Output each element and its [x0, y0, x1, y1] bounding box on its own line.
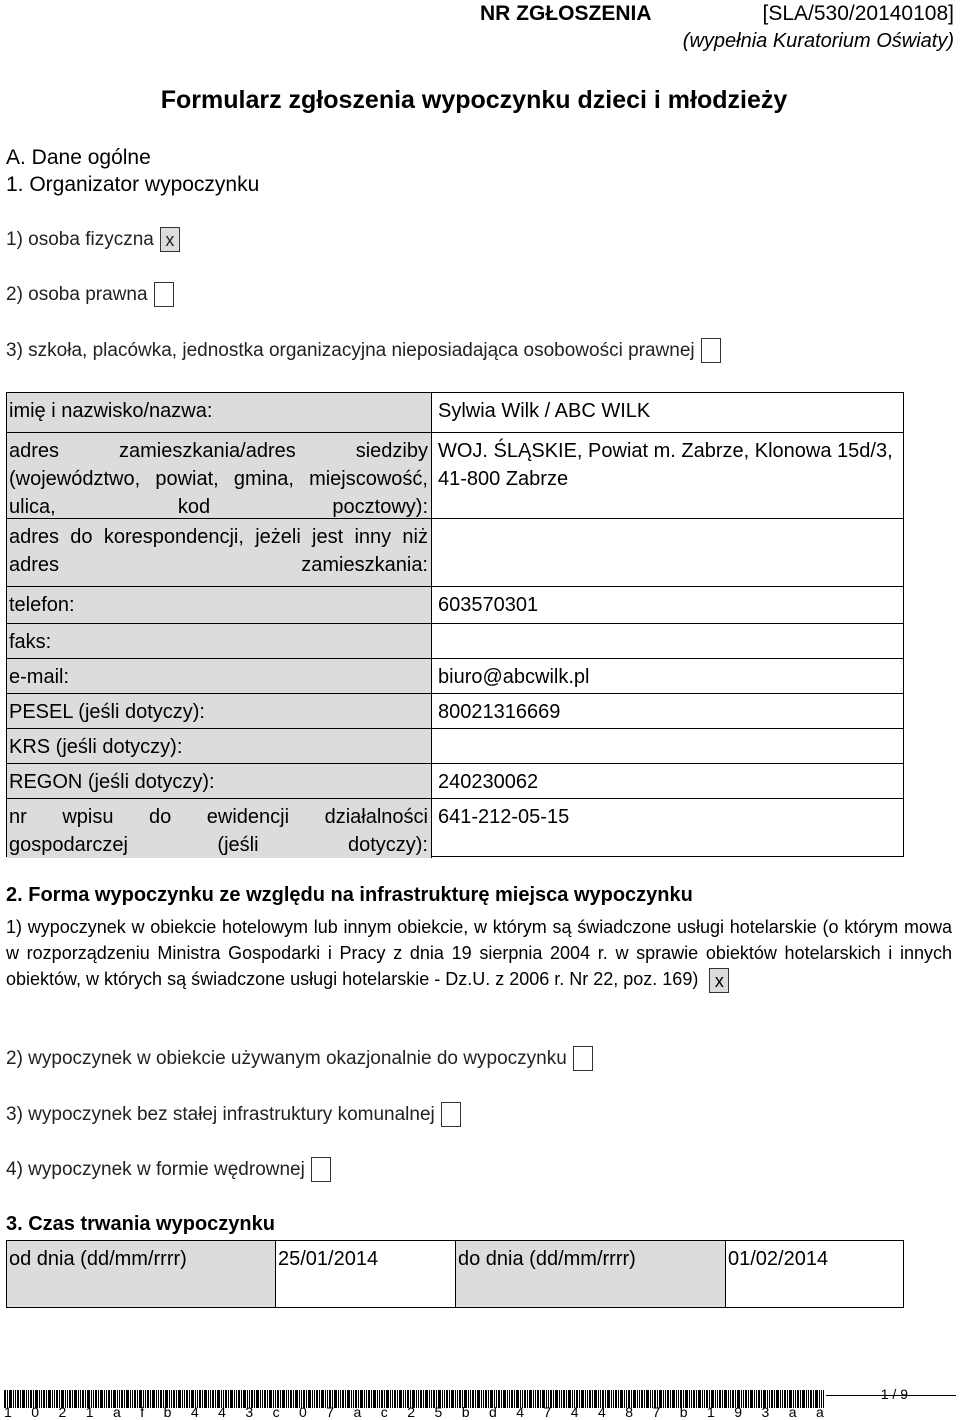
from-date-value: 25/01/2014 [276, 1241, 456, 1307]
option-label: 3) wypoczynek bez stałej infrastruktury komunalnej [6, 1103, 435, 1125]
form-hotel-checkbox[interactable]: x [709, 968, 729, 993]
business-registry-label: nr wpisu do ewidencji działalności gospodarczej (jeśli dotyczy): [7, 799, 432, 858]
to-date-label: do dnia (dd/mm/rrrr) [456, 1241, 726, 1307]
pesel-label: PESEL (jeśli dotyczy): [7, 694, 432, 729]
section-a-heading: A. Dane ogólne [6, 146, 151, 169]
form-hiking-checkbox[interactable] [311, 1157, 331, 1182]
page-number: 1 / 9 [880, 1386, 908, 1402]
correspondence-address-value [432, 519, 903, 587]
option-label: 1) osoba fizyczna [6, 228, 154, 250]
organizer-option-school [6, 338, 721, 363]
to-date-value: 01/02/2014 [728, 1248, 829, 1270]
address-value: WOJ. ŚLĄSKIE, Powiat m. Zabrze, Klonowa 15d/3, 41-800 Zabrze [432, 433, 903, 519]
registration-number-note: (wypełnia Kuratorium Oświaty) [682, 30, 954, 52]
organizer-natural-person-checkbox[interactable]: x [160, 227, 180, 252]
form-option-occasional [6, 1046, 593, 1071]
form-occasional-checkbox[interactable] [573, 1046, 593, 1071]
form-option-hotel [6, 914, 952, 993]
organizer-option-legal-person [6, 282, 174, 307]
option-label: 3) szkoła, placówka, jednostka organizacyjna nieposiadająca osobowości prawnej [6, 339, 695, 361]
address-label: adres zamieszkania/adres siedziby (województwo, powiat, gmina, miejscowość, ulica, kod pocztowy): [7, 433, 432, 519]
email-value: biuro@abcwilk.pl [432, 659, 903, 694]
name-value: Sylwia Wilk / ABC WILK [432, 393, 903, 433]
section-1-heading: 1. Organizator wypoczynku [6, 173, 260, 196]
form-option-no-infrastructure [6, 1102, 461, 1127]
pesel-value: 80021316669 [432, 694, 903, 729]
option-label: 2) osoba prawna [6, 283, 148, 305]
organizer-details-table [6, 392, 904, 857]
section-3-heading: 3. Czas trwania wypoczynku [6, 1213, 275, 1235]
krs-value [432, 729, 903, 764]
organizer-option-natural-person [6, 227, 180, 252]
form-title: Formularz zgłoszenia wypoczynku dzieci i młodzieży [160, 86, 788, 114]
from-date-label: od dnia (dd/mm/rrrr) [7, 1241, 276, 1307]
barcode-text: 1 0 2 1 a f b 4 4 3 c 0 7 a c 2 5 b d 4 7 4 4 8 7 b 1 9 3 a a [4, 1404, 824, 1420]
registration-number-label: NR ZGŁOSZENIA [480, 2, 652, 25]
registration-number-value: [SLA/530/20140108] [762, 2, 954, 25]
option-label: 1) wypoczynek w obiekcie hotelowym lub innym obiekcie, w którym są świadczone usługi hotelarskie (o którym mowa w rozporządzeniu Ministra Gospodarki i Pracy z dnia 19 sierpnia 2004 r. w sprawie obiektów hotelarskich i innych obiektów, w których są świadczone usługi hotelarskie - Dz.U. z 2006 r. Nr 22, poz. 169) [6, 917, 952, 989]
phone-label: telefon: [7, 587, 432, 624]
name-label: imię i nazwisko/nazwa: [7, 393, 432, 433]
regon-label: REGON (jeśli dotyczy): [7, 764, 432, 799]
business-registry-value: 641-212-05-15 [438, 806, 570, 828]
correspondence-address-label: adres do korespondencji, jeżeli jest inny niż adres zamieszkania: [7, 519, 432, 587]
form-no-infrastructure-checkbox[interactable] [441, 1102, 461, 1127]
form-option-hiking [6, 1157, 331, 1182]
organizer-school-checkbox[interactable] [701, 338, 721, 363]
organizer-legal-person-checkbox[interactable] [154, 282, 174, 307]
email-label: e-mail: [7, 659, 432, 694]
duration-table [6, 1240, 904, 1308]
fax-value [432, 624, 903, 659]
section-2-heading: 2. Forma wypoczynku ze względu na infrastrukturę miejsca wypoczynku [6, 884, 693, 906]
option-label: 4) wypoczynek w formie wędrownej [6, 1158, 305, 1180]
regon-value: 240230062 [432, 764, 903, 799]
option-label: 2) wypoczynek w obiekcie używanym okazjonalnie do wypoczynku [6, 1047, 567, 1069]
phone-value: 603570301 [432, 587, 903, 624]
krs-label: KRS (jeśli dotyczy): [7, 729, 432, 764]
fax-label: faks: [7, 624, 432, 659]
